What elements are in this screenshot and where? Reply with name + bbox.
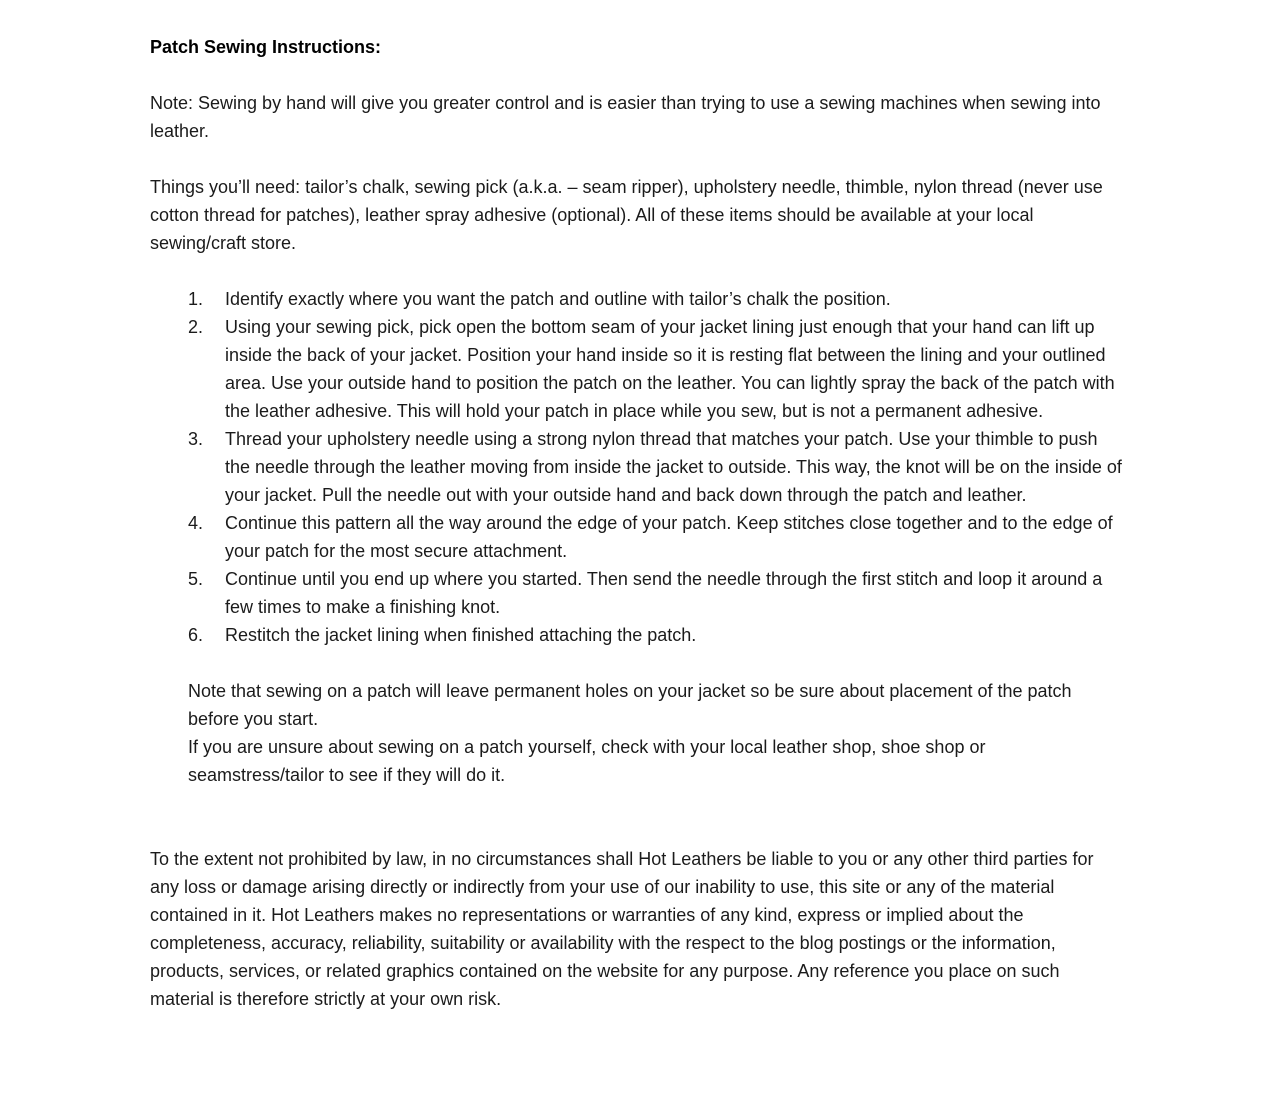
- step-item: Continue until you end up where you started. Then send the needle through the first stitch and loop it around a few times to make a finishing knot.: [225, 569, 1103, 617]
- step-item: Continue this pattern all the way around the edge of your patch. Keep stitches close together and to the edge of your patch for the most secure attachment.: [225, 513, 1113, 561]
- step-item: Identify exactly where you want the patch and outline with tailor’s chalk the position.: [225, 289, 891, 309]
- placement-note-paragraph: Note that sewing on a patch will leave permanent holes on your jacket so be sure about placement of the patch before you start.: [188, 681, 1072, 729]
- notes-block: [188, 677, 1125, 789]
- things-needed-paragraph: Things you’ll need: tailor’s chalk, sewing pick (a.k.a. – seam ripper), upholstery needle, thimble, nylon thread (never use cotton thread for patches), leather spray adhesive (optional). All of these items should be available at your local sewing/craft store.: [150, 177, 1103, 253]
- step-item: Restitch the jacket lining when finished attaching the patch.: [225, 625, 697, 645]
- intro-note-paragraph: Note: Sewing by hand will give you greater control and is easier than trying to use a sewing machines when sewing into leather.: [150, 93, 1101, 141]
- page-title: Patch Sewing Instructions:: [150, 37, 382, 57]
- unsure-note-paragraph: If you are unsure about sewing on a patch yourself, check with your local leather shop, shoe shop or seamstress/tailor to see if they will do it.: [188, 737, 986, 785]
- step-item: Thread your upholstery needle using a strong nylon thread that matches your patch. Use your thimble to push the needle through the leather moving from inside the jacket to outside. This way, the knot will be on the inside of your jacket. Pull the needle out with your outside hand and back down through the patch and leather.: [225, 429, 1122, 505]
- legal-disclaimer-paragraph: To the extent not prohibited by law, in no circumstances shall Hot Leathers be liable to you or any other third parties for any loss or damage arising directly or indirectly from your use of our inability to use, this site or any of the material contained in it. Hot Leathers makes no representations or warranties of any kind, express or implied about the completeness, accuracy, reliability, suitability or availability with the respect to the blog postings or the information, products, services, or related graphics contained on the website for any purpose. Any reference you place on such material is therefore strictly at your own risk.: [150, 849, 1094, 1009]
- step-item: Using your sewing pick, pick open the bottom seam of your jacket lining just enough that your hand can lift up inside the back of your jacket. Position your hand inside so it is resting flat between the lining and your outlined area. Use your outside hand to position the patch on the leather. You can lightly spray the back of the patch with the leather adhesive. This will hold your patch in place while you sew, but is not a permanent adhesive.: [225, 317, 1115, 421]
- instruction-steps-list: [150, 285, 1125, 649]
